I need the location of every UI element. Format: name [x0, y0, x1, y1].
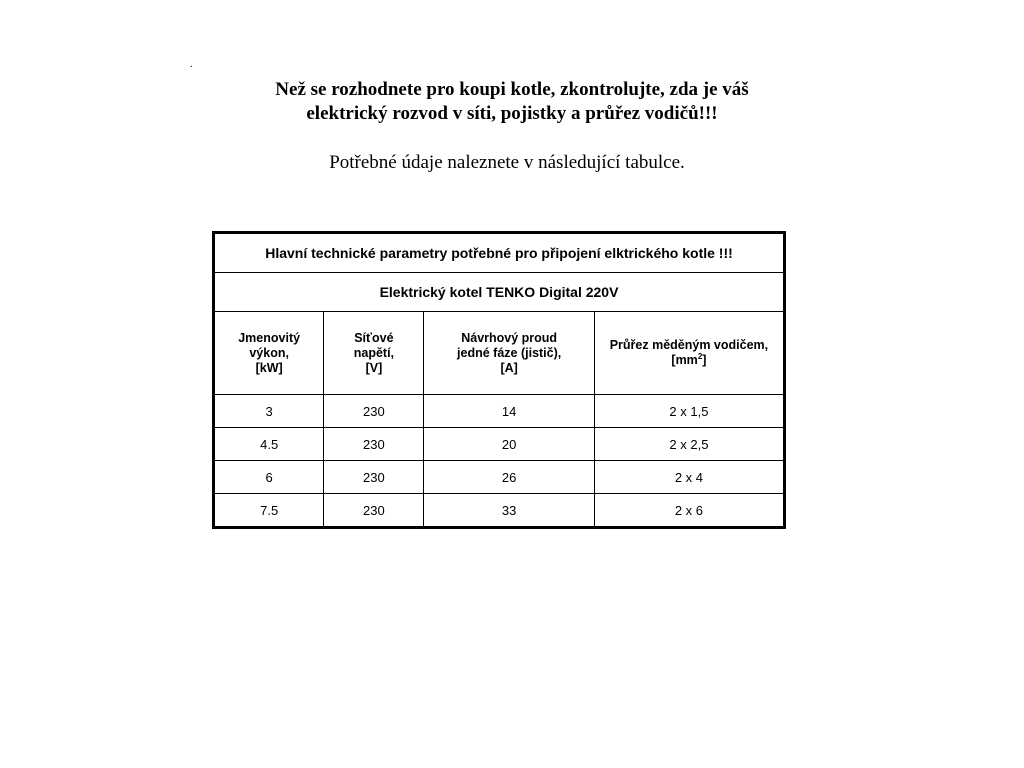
page-subheading: Potřebné údaje naleznete v následující tabulce.	[329, 152, 685, 173]
header-wire-line-1: Průřez měděným vodičem,	[609, 338, 769, 352]
stray-dot: .	[190, 59, 193, 70]
header-wire-unit	[595, 353, 783, 368]
heading-line-1: Než se rozhodnete pro koupi kotle, zkontrolujte, zda je váš	[275, 79, 749, 100]
cell-current: 14	[424, 395, 594, 428]
header-voltage	[324, 312, 424, 395]
header-current-line-1: Návrhový proud	[461, 330, 558, 345]
cell-voltage: 230	[324, 494, 424, 528]
cell-power: 6	[214, 461, 324, 494]
header-voltage-unit: [V]	[365, 360, 383, 375]
cell-wire: 2 x 2,5	[594, 428, 784, 461]
header-current-unit: [A]	[500, 360, 518, 375]
table-row	[214, 395, 785, 428]
table-row	[214, 428, 785, 461]
table-header-row	[214, 312, 785, 395]
table-title: Hlavní technické parametry potřebné pro připojení elktrického kotle !!!	[214, 233, 785, 273]
table-row	[214, 494, 785, 528]
header-voltage-line-1: Síťové	[354, 330, 394, 345]
header-voltage-line-2: napětí,	[353, 345, 395, 360]
cell-current: 33	[424, 494, 594, 528]
cell-power: 7.5	[214, 494, 324, 528]
header-current-line-2: jedné fáze (jistič),	[457, 345, 562, 360]
cell-wire: 2 x 4	[594, 461, 784, 494]
header-wire-cross-section	[594, 312, 784, 395]
table-row	[214, 461, 785, 494]
table-model: Elektrický kotel TENKO Digital 220V	[214, 273, 785, 312]
header-wire-unit-exponent: 2	[697, 351, 703, 361]
cell-power: 3	[214, 395, 324, 428]
header-wire-unit-close: ]	[702, 353, 707, 367]
page-heading	[0, 78, 1024, 126]
table-title-row	[214, 233, 785, 273]
parameters-table	[212, 231, 786, 529]
cell-current: 26	[424, 461, 594, 494]
cell-wire: 2 x 6	[594, 494, 784, 528]
cell-power: 4.5	[214, 428, 324, 461]
header-design-current	[424, 312, 594, 395]
cell-voltage: 230	[324, 461, 424, 494]
header-rated-power-unit: [kW]	[255, 360, 283, 375]
cell-wire: 2 x 1,5	[594, 395, 784, 428]
header-rated-power	[214, 312, 324, 395]
header-wire-unit-base: [mm	[671, 353, 698, 367]
header-rated-power-line-1: Jmenovitý	[238, 330, 301, 345]
cell-voltage: 230	[324, 428, 424, 461]
header-rated-power-line-2: výkon,	[249, 345, 289, 360]
table-model-row	[214, 273, 785, 312]
heading-line-2: elektrický rozvod v síti, pojistky a průřez vodičů!!!	[306, 103, 718, 124]
cell-current: 20	[424, 428, 594, 461]
cell-voltage: 230	[324, 395, 424, 428]
